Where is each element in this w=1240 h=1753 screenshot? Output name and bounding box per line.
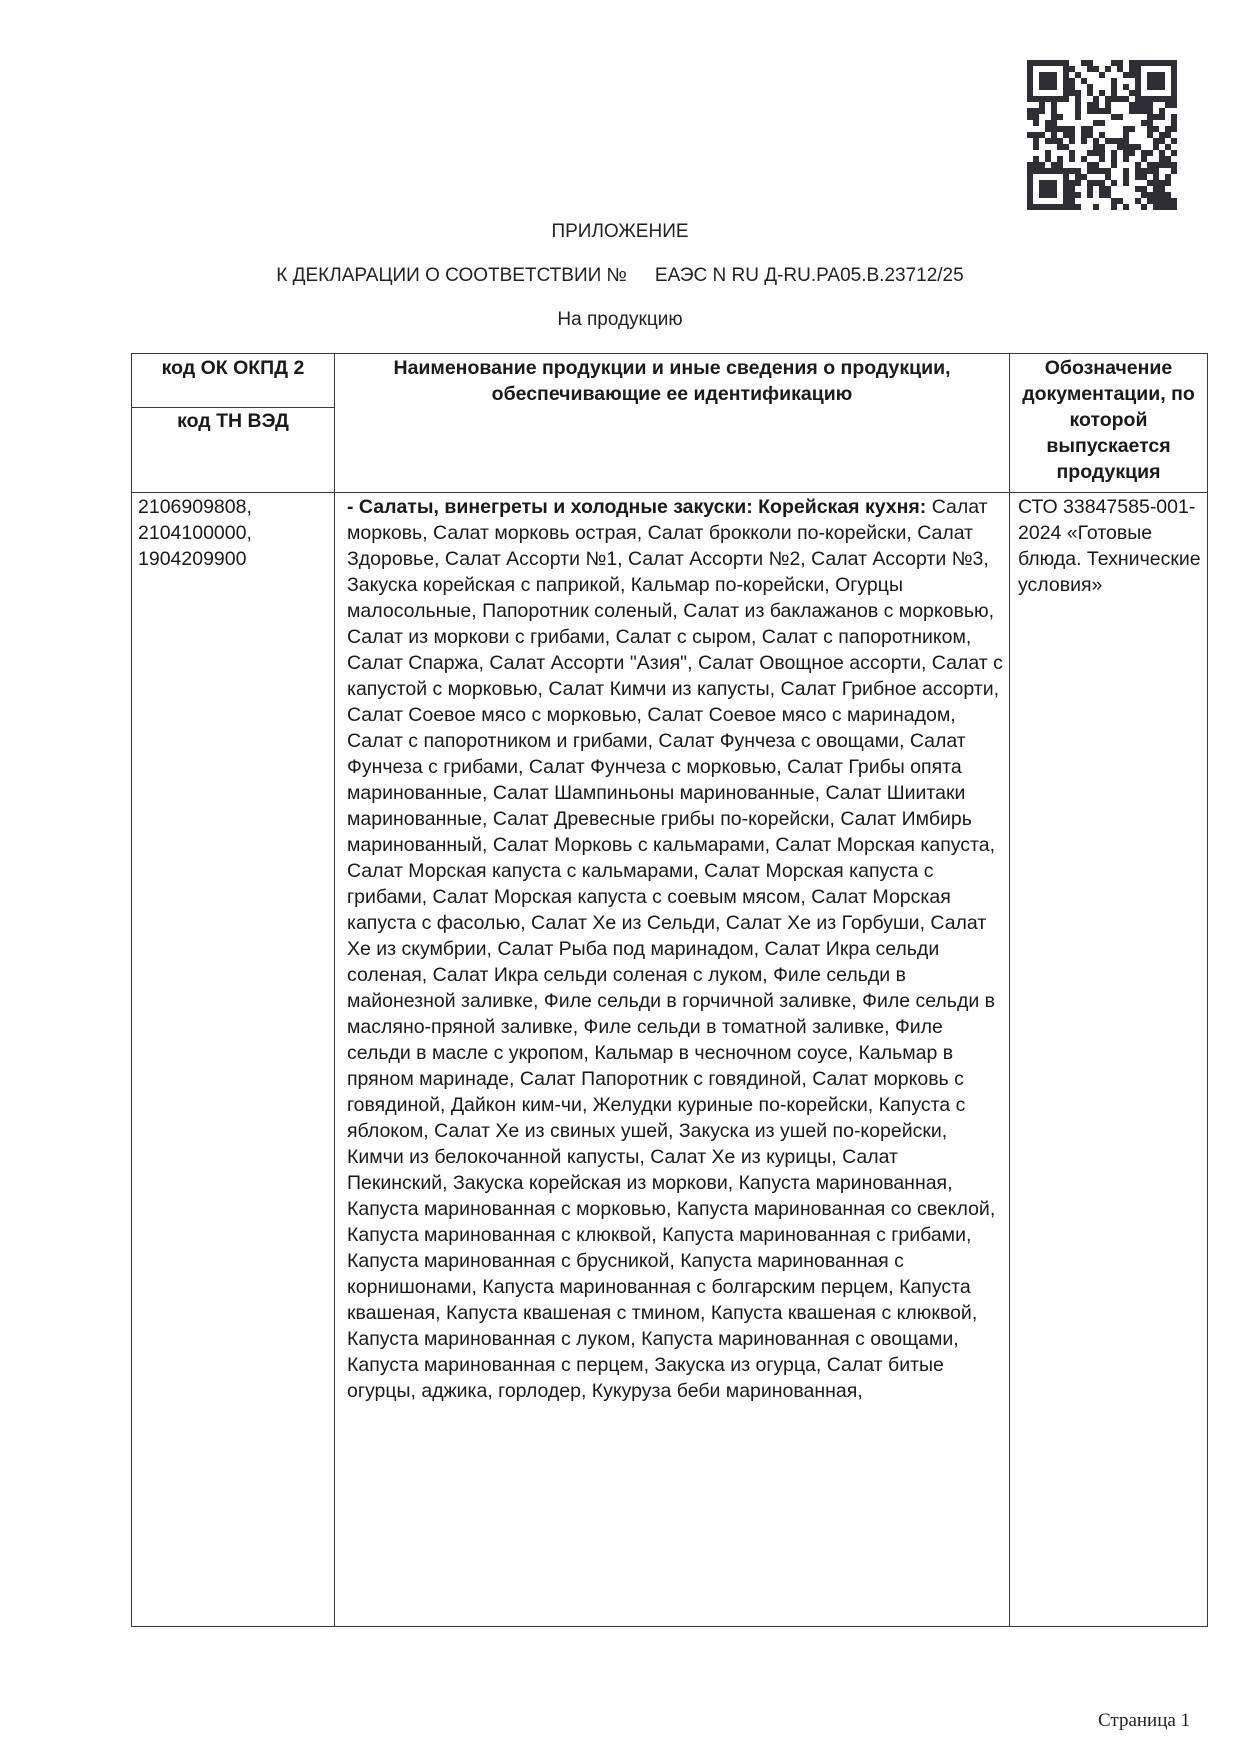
code-value: 2106909808, [138,496,252,518]
header-tnved: код ТН ВЭД [177,410,289,432]
codes-cell [132,493,335,1627]
header-product-name: Наименование продукции и иные сведения о продукции, обеспечивающие ее идентификацию [335,354,1010,493]
table-row [132,493,1208,1627]
header-documentation: Обозначение документации, по которой выпускается продукция [1010,354,1208,493]
documentation-cell: СТО 33847585-001-2024 «Готовые блюда. Технические условия» [1010,493,1208,1627]
product-category: - Салаты, винегреты и холодные закуски: Корейская кухня: [347,496,927,518]
declaration-number: ЕАЭС N RU Д-RU.PA05.B.23712/25 [654,265,964,286]
declaration-label: К ДЕКЛАРАЦИИ О СООТВЕТСТВИИ № [276,265,627,286]
document-subtitle: На продукцию [557,309,683,330]
table-header-row [132,354,1208,493]
declaration-heading [0,265,1240,287]
page-number: Страница 1 [1098,1710,1191,1731]
product-list: Салат морковь, Салат морковь острая, Салат брокколи по-корейски, Салат Здоровье, Салат Ассорти №1, Салат Ассорти №2, Салат Ассорти №3, Закуска корейская с паприкой, Кальмар по-корейски, Огурцы малосольные, Папоротник соленый, Салат из баклажанов с морковью, Салат из моркови с грибами, Салат с сыром, Салат с папоротником, Салат Спаржа, Салат Ассорти "Азия", Салат Овощное ассорти, Салат с капустой с морковью, Салат Кимчи из капусты, Салат Грибное ассорти, Салат Соевое мясо с морковью, Салат Соевое мясо с маринадом, Салат с папоротником и грибами, Салат Фунчеза с овощами, Салат Фунчеза с грибами, Салат Фунчеза с морковью, Салат Грибы опята маринованные, Салат Шампиньоны маринованные, Салат Шиитаки маринованные, Салат Древесные грибы по-корейски, Салат Имбирь маринованный, Салат Морковь с кальмарами, Салат Морская капуста, Салат Морская капуста с кальмарами, Салат Морская капуста с грибами, Салат Морская капуста с соевым мясом, Салат Морская капуста с фасолью, Салат Хе из Сельди, Салат Хе из Горбуши, Салат Хе из скумбрии, Салат Рыба под маринадом, Салат Икра сельди соленая, Салат Икра сельди соленая с луком, Филе сельди в майонезной заливке, Филе сельди в горчичной заливке, Филе сельди в масляно-пряной заливке, Филе сельди в томатной заливке, Филе сельди в масле с укропом, Кальмар в чесночном соусе, Кальмар в пряном маринаде, Салат Папоротник с говядиной, Салат морковь с говядиной, Дайкон ким-чи, Желудки куриные по-корейски, Капуста с яблоком, Салат Хе из свиных ушей, Закуска из ушей по-корейски, Кимчи из белокочанной капусты, Салат Хе из курицы, Салат Пекинский, Закуска корейская из моркови, Капуста маринованная, Капуста маринованная с морковью, Капуста маринованная со свеклой, Капуста маринованная с клюквой, Капуста маринованная с грибами, Капуста маринованная с брусникой, Капуста маринованная с корнишонами, Капуста маринованная с болгарским перцем, Капуста квашеная, Капуста квашеная с тмином, Капуста квашеная с клюквой, Капуста маринованная с луком, Капуста маринованная с овощами, Капуста маринованная с перцем, Закуска из огурца, Салат битые огурцы, аджика, горлодер, Кукуруза беби маринованная, [347,496,1003,1402]
document-title: ПРИЛОЖЕНИЕ [551,221,689,242]
code-value: 2104100000, [138,522,252,544]
header-codes [132,354,335,493]
code-value: 1904209900 [138,548,247,570]
product-description-cell [335,493,1010,1627]
header-okpd2: код ОК ОКПД 2 [132,354,334,408]
products-table [131,353,1208,1627]
qr-code-icon [1027,60,1177,210]
